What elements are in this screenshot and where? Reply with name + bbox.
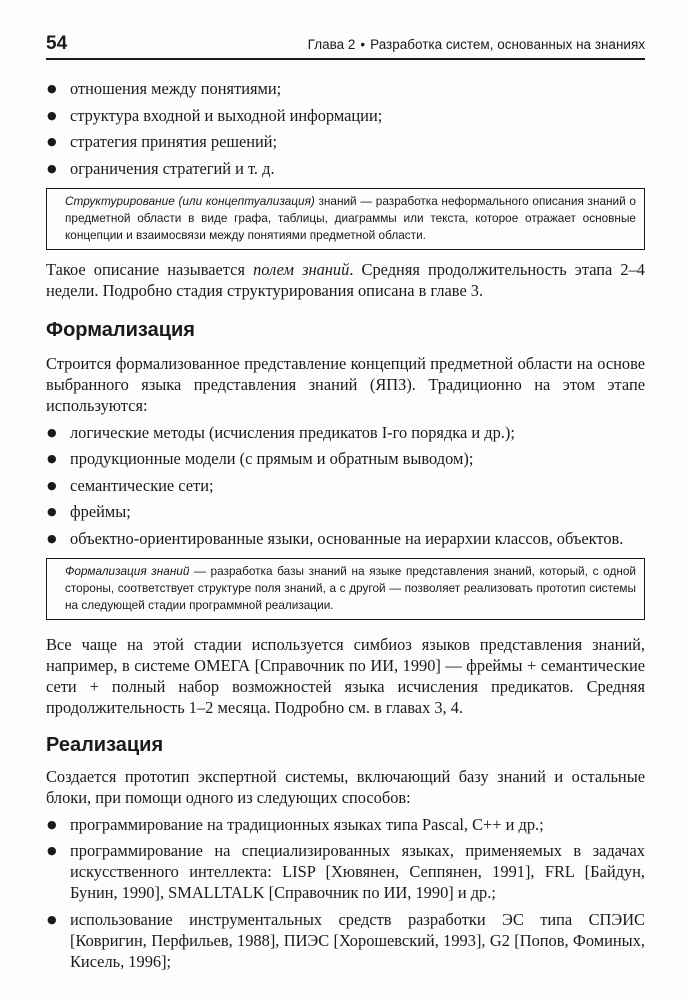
list-item: ● объектно-ориентированные языки, основанные на иерархии классов, объектов.	[46, 528, 645, 549]
bullet-list-knowledge-aspects	[46, 78, 645, 179]
definition-text: — разработка базы знаний на языке представления знаний, который, с одной стороны, соответствует структуре поля знаний, а с другой — позволяет реализовать прототип системы на следующей стадии программной реализации.	[65, 563, 636, 612]
list-item: ● программирование на специализированных языках, применяемых в задачах искусственного интеллекта: LISP [Хювянен, Сеппянен, 1991], FRL [Байдун, Бунин, 1990], SMALLTALK [Справочник по ИИ, 1990] и др.;	[46, 840, 645, 903]
emphasis-knowledge-field: полем знаний	[253, 259, 350, 279]
list-item: ● стратегия принятия решений;	[46, 131, 645, 152]
paragraph-formalization-after: Все чаще на этой стадии используется симбиоз языков представления знаний, например, в системе ОМЕГА [Справочник по ИИ, 1990] — фреймы + семантические сети + полный набор возможностей языка исчисления предикатов. Средняя продолжительность 1–2 месяца. Подробно см. в главах 3, 4.	[46, 634, 645, 717]
list-item: ● логические методы (исчисления предикатов I-го порядка и др.);	[46, 422, 645, 443]
paragraph-implementation-intro: Создается прототип экспертной системы, включающий базу знаний и остальные блоки, при помощи одного из следующих способов:	[46, 766, 645, 807]
bullet-separator: •	[360, 37, 366, 52]
page-header	[46, 34, 645, 60]
list-item: ● использование инструментальных средств разработки ЭС типа СПЭИС [Ковригин, Перфильев, 1988], ПИЭС [Хорошевский, 1993], G2 [Попов, Фоминых, Кисель, 1996];	[46, 909, 645, 972]
text-run: Такое описание называется	[46, 259, 254, 279]
list-item: ● структура входной и выходной информации;	[46, 105, 645, 126]
page-content	[46, 78, 645, 977]
bullet-list-implementation-methods	[46, 814, 645, 972]
chapter-label: Глава 2	[307, 37, 356, 52]
bullet-list-formalization-methods	[46, 422, 645, 549]
heading-implementation: Реализация	[46, 733, 164, 756]
heading-formalization: Формализация	[46, 318, 195, 341]
definition-term: Структурирование (или концептуализация)	[65, 193, 315, 208]
running-head	[308, 36, 645, 54]
definition-text: знаний — разработка неформального описания знаний о предметной области в виде графа, таблицы, диаграммы или текста, которое отражает основные концепции и взаимосвязи между понятиями предметной области.	[65, 193, 636, 242]
definition-box-structuring	[46, 188, 645, 250]
list-item: ● семантические сети;	[46, 475, 645, 496]
page-number: 54	[46, 33, 68, 54]
text-run: . Средняя продолжительность этапа 2–4 недели. Подробно стадия структурирования описана в главе 3.	[46, 259, 645, 300]
list-item: ● отношения между понятиями;	[46, 78, 645, 99]
list-item: ● продукционные модели (с прямым и обратным выводом);	[46, 448, 645, 469]
list-item: ● ограничения стратегий и т. д.	[46, 158, 645, 179]
chapter-title: Разработка систем, основанных на знаниях	[370, 37, 645, 52]
list-item: ● фреймы;	[46, 501, 645, 522]
paragraph-formalization-intro: Строится формализованное представление концепций предметной области на основе выбранного языка представления знаний (ЯПЗ). Традиционно на этом этапе используются:	[46, 353, 645, 415]
list-item: ● программирование на традиционных языках типа Pascal, C++ и др.;	[46, 814, 645, 835]
definition-box-formalization	[46, 558, 645, 620]
paragraph-knowledge-field	[46, 259, 645, 301]
definition-term: Формализация знаний	[65, 563, 190, 578]
